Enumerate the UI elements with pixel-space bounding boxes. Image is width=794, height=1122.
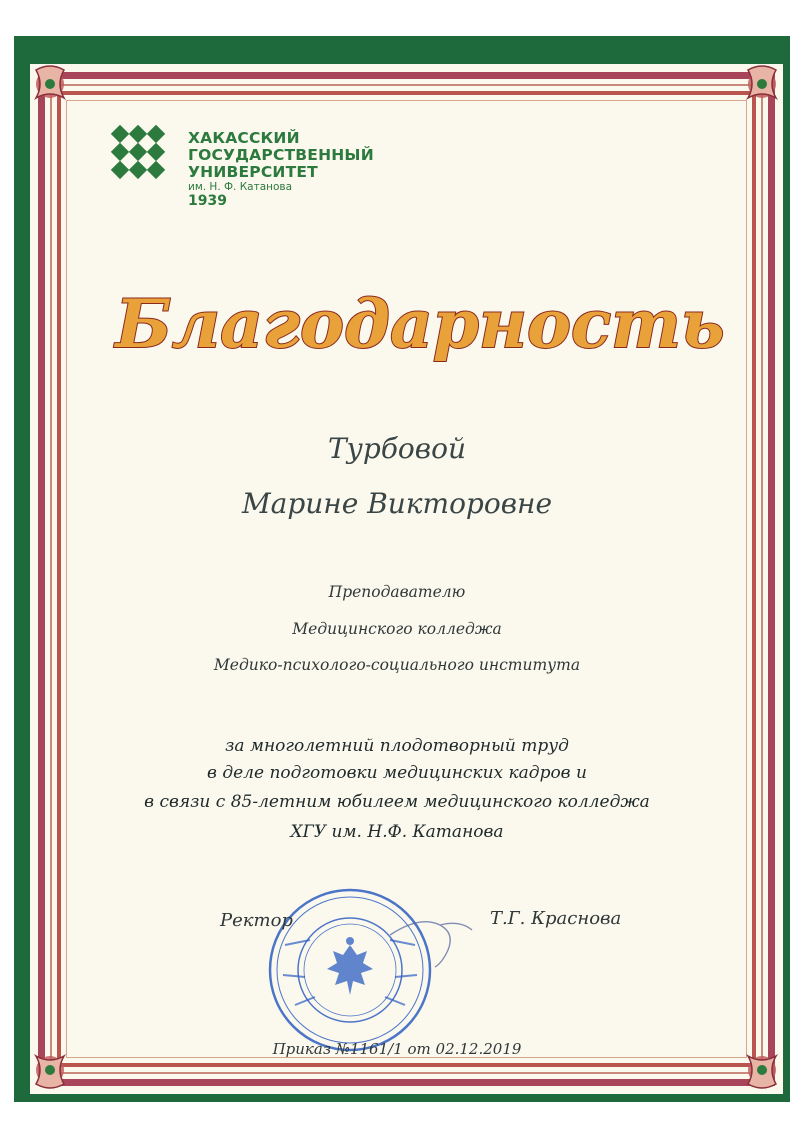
certificate-title [115,255,725,395]
position-line-1: Преподавателю [328,583,466,601]
university-name-line-3: УНИВЕРСИТЕТ [188,163,318,181]
university-logo-icon [100,133,182,215]
university-name-line-1: ХАКАССКИЙ [188,129,300,147]
recipient-given-names: Марине Викторовне [241,487,553,520]
signatory-name: Т.Г. Краснова [490,908,622,929]
university-name-line-4: им. Н. Ф. Катанова [188,181,293,193]
reason-line-3: в связи с 85-летним юбилеем медицинского колледжа [144,792,650,812]
reason-line-1: за многолетний плодотворный труд [225,736,569,756]
corner-ornament-top-left [26,60,90,124]
handwritten-signature [380,905,480,975]
recipient-surname: Турбовой [328,432,466,465]
university-name-line-2: ГОСУДАРСТВЕННЫЙ [188,146,374,164]
university-name-block [188,130,374,209]
reason-line-2: в деле подготовки медицинских кадров и [207,763,587,783]
university-founding-year: 1939 [188,193,227,209]
reason-line-4: ХГУ им. Н.Ф. Катанова [290,822,504,842]
position-line-2: Медицинского колледжа [292,620,502,638]
signatory-title: Ректор [220,910,293,931]
title-text: Благодарность [115,285,725,363]
order-reference: Приказ №1161/1 от 02.12.2019 [272,1040,522,1058]
corner-ornament-top-right [722,60,786,124]
position-line-3: Медико-психолого-социального института [213,656,581,674]
